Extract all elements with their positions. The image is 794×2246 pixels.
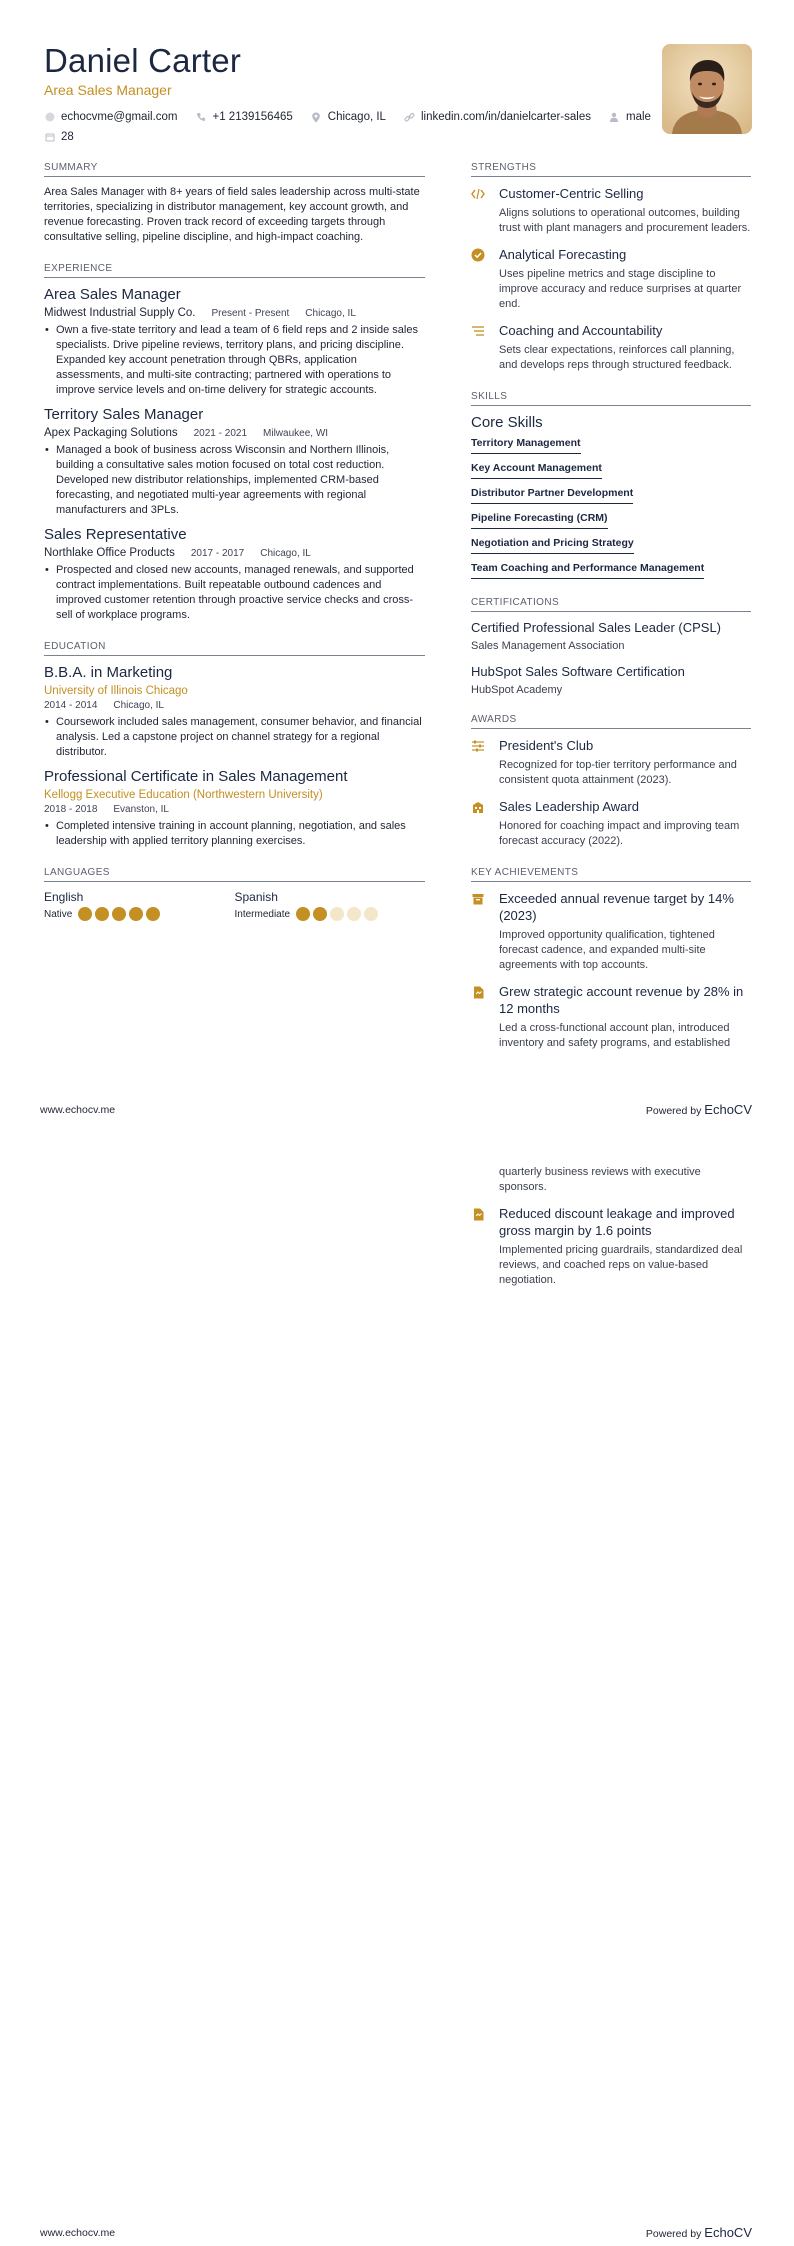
left-column: [44, 162, 425, 939]
language-item: [44, 890, 235, 921]
school-name: University of Illinois Chicago: [44, 685, 188, 697]
rating-dot-empty: [330, 907, 344, 921]
achievement-item: [471, 890, 751, 973]
job-dates: 2017 - 2017: [190, 548, 245, 559]
job-dates: 2021 - 2021: [193, 428, 248, 439]
email-icon: [44, 112, 55, 123]
candidate-title: Area Sales Manager: [44, 82, 172, 98]
rating-dot-empty: [364, 907, 378, 921]
language-level: Intermediate: [234, 908, 291, 920]
education-bullet: • Completed intensive training in account planning, negotiation, and sales leadership with applied territory planning exercises.: [44, 819, 425, 849]
certification-item: [471, 664, 751, 696]
degree-title: Professional Certificate in Sales Management: [44, 768, 348, 785]
job-title: Territory Sales Manager: [44, 406, 204, 423]
certification-name: Certified Professional Sales Leader (CPSL): [471, 620, 722, 635]
rating-dot-filled: [95, 907, 109, 921]
job-location: Chicago, IL: [305, 308, 356, 319]
section-heading: SUMMARY: [44, 162, 425, 177]
job-company: Apex Packaging Solutions: [44, 427, 178, 439]
lines-icon: [471, 324, 485, 338]
brand-logo[interactable]: EchoCV: [704, 1102, 752, 1117]
right-column-continued: [471, 1165, 751, 1298]
achievements-section: [471, 867, 751, 1051]
contact-age: [44, 131, 74, 143]
job-location: Milwaukee, WI: [263, 428, 329, 439]
achievement-title: Reduced discount leakage and improved gross margin by 1.6 points: [499, 1206, 735, 1238]
rating-dot-filled: [112, 907, 126, 921]
language-item: [235, 890, 426, 921]
rating-dot-filled: [313, 907, 327, 921]
skills-section: [471, 391, 751, 579]
section-heading: EDUCATION: [44, 641, 425, 656]
certification-item: [471, 620, 751, 652]
skill-item: Team Coaching and Performance Management: [471, 562, 704, 579]
education-location: Chicago, IL: [113, 700, 164, 711]
language-name: Spanish: [234, 890, 278, 904]
contact-linkedin[interactable]: [404, 111, 591, 123]
strength-title: Coaching and Accountability: [499, 323, 663, 338]
achievement-title: Exceeded annual revenue target by 14% (2023): [499, 891, 734, 923]
section-heading: SKILLS: [471, 391, 751, 406]
strength-item: [471, 246, 751, 312]
job-location: Chicago, IL: [260, 548, 311, 559]
location-pin-icon: [311, 112, 322, 123]
job-entry: [44, 286, 425, 398]
linkedin-text: linkedin.com/in/danielcarter-sales: [420, 111, 591, 123]
degree-title: B.B.A. in Marketing: [44, 664, 173, 681]
gender-text: male: [625, 111, 651, 123]
sliders-icon: [471, 739, 485, 753]
achievement-desc: quarterly business reviews with executive sponsors.: [499, 1166, 701, 1193]
code-icon: [471, 187, 485, 201]
experience-section: [44, 263, 425, 623]
job-bullet: • Managed a book of business across Wisconsin and Northern Illinois, building a consultative sales motion focused on total cost reduction. Developed new distributor relationships, implemented CRM-based forecasting, and negotiated multi-year agreements with regional manufacturers and 3PLs.: [44, 443, 425, 518]
award-item: [471, 798, 751, 849]
job-entry: [44, 526, 425, 623]
candidate-name: Daniel Carter: [44, 42, 242, 79]
achievement-desc: Led a cross-functional account plan, introduced inventory and safety programs, and established: [499, 1022, 731, 1049]
location-text: Chicago, IL: [327, 111, 386, 123]
section-heading: AWARDS: [471, 714, 751, 729]
awards-section: [471, 714, 751, 849]
skill-item: Key Account Management: [471, 462, 602, 479]
award-title: Sales Leadership Award: [499, 799, 639, 814]
achievement-item: [471, 983, 751, 1051]
job-title: Area Sales Manager: [44, 286, 181, 303]
powered-by-text: Powered by: [645, 1105, 702, 1117]
strength-title: Analytical Forecasting: [499, 247, 627, 262]
language-rating: [296, 907, 381, 921]
profile-photo: [662, 44, 752, 134]
spacer: [471, 1167, 485, 1181]
school-name: Kellogg Executive Education (Northwestern University): [44, 789, 323, 801]
footer-website[interactable]: www.echocv.me: [40, 1104, 116, 1116]
summary-text: Area Sales Manager with 8+ years of field sales leadership across multi-state territories, specializing in distributor management, key account growth, and revenue forecasting. Proven track record of exceeding targets through consultative selling, pipeline discipline, and high-impact coaching.: [44, 186, 420, 243]
right-column: [471, 162, 751, 1069]
language-rating: [78, 907, 163, 921]
job-company: Northlake Office Products: [44, 547, 175, 559]
footer-powered: [646, 1102, 752, 1117]
contact-phone[interactable]: [196, 111, 293, 123]
achievement-desc: Improved opportunity qualification, tightened forecast cadence, and expanded multi-site agreements with top accounts.: [499, 929, 715, 971]
award-item: [471, 737, 751, 788]
age-text: 28: [61, 131, 74, 143]
award-desc: Honored for coaching impact and improving team forecast accuracy (2022).: [499, 820, 740, 847]
strength-title: Customer-Centric Selling: [499, 186, 644, 201]
education-bullet: • Coursework included sales management, consumer behavior, and financial analysis. Led a capstone project on channel strategy for a regional distributor.: [44, 715, 425, 760]
languages-section: [44, 867, 425, 921]
achievement-item-continued: [471, 1165, 751, 1195]
certification-org: Sales Management Association: [471, 640, 625, 652]
footer-website[interactable]: www.echocv.me: [40, 2227, 116, 2239]
rating-dot-empty: [347, 907, 361, 921]
rating-dot-filled: [129, 907, 143, 921]
award-desc: Recognized for top-tier territory performance and consistent quota attainment (2023).: [499, 759, 737, 786]
phone-icon: [196, 112, 207, 123]
rating-dot-filled: [146, 907, 160, 921]
brand-logo[interactable]: EchoCV: [704, 2225, 752, 2240]
link-icon: [404, 112, 415, 123]
archive-icon: [471, 892, 485, 906]
contact-info: [44, 108, 664, 148]
strength-desc: Aligns solutions to operational outcomes, building trust with plant managers and procurement leaders.: [499, 207, 751, 234]
certifications-section: [471, 597, 751, 696]
strengths-section: [471, 162, 751, 373]
email-text: echocvme@gmail.com: [61, 111, 178, 123]
skill-item: Distributor Partner Development: [471, 487, 633, 504]
check-circle-icon: [471, 248, 485, 262]
rating-dot-filled: [296, 907, 310, 921]
building-icon: [471, 800, 485, 814]
achievement-desc: Implemented pricing guardrails, standardized deal reviews, and coached reps on value-based negotiation.: [499, 1244, 743, 1286]
footer-powered: [646, 2225, 752, 2240]
job-title: Sales Representative: [44, 526, 187, 543]
award-title: President's Club: [499, 738, 594, 753]
achievement-item: [471, 1205, 751, 1288]
education-entry: [44, 768, 425, 849]
skills-group-title: Core Skills: [471, 414, 543, 431]
job-bullet: • Prospected and closed new accounts, managed renewals, and supported contract implementations. Built repeatable outbound cadences and improved customer retention through proactive service checks and cross-sell of workplace programs.: [44, 563, 425, 623]
rating-dot-filled: [78, 907, 92, 921]
strength-desc: Uses pipeline metrics and stage discipline to improve accuracy and reduce surprises at quarter end.: [499, 268, 742, 310]
strength-item: [471, 322, 751, 373]
education-dates: 2018 - 2018: [44, 804, 98, 815]
job-company: Midwest Industrial Supply Co.: [44, 307, 196, 319]
section-heading: LANGUAGES: [44, 867, 425, 882]
calendar-icon: [44, 132, 55, 143]
skill-item: Territory Management: [471, 437, 581, 454]
document-icon: [471, 985, 485, 999]
certification-name: HubSpot Sales Software Certification: [471, 664, 685, 679]
section-heading: STRENGTHS: [471, 162, 751, 177]
powered-by-text: Powered by: [645, 2228, 702, 2240]
language-level: Native: [44, 908, 73, 920]
contact-email[interactable]: [44, 111, 178, 123]
achievement-title: Grew strategic account revenue by 28% in 12 months: [499, 984, 744, 1016]
section-heading: CERTIFICATIONS: [471, 597, 751, 612]
summary-section: [44, 162, 425, 245]
job-entry: [44, 406, 425, 518]
strength-desc: Sets clear expectations, reinforces call planning, and develops reps through structured feedback.: [499, 344, 735, 371]
phone-text: +1 2139156465: [212, 111, 293, 123]
document-icon: [471, 1207, 485, 1221]
skill-item: Pipeline Forecasting (CRM): [471, 512, 608, 529]
skill-item: Negotiation and Pricing Strategy: [471, 537, 634, 554]
education-section: [44, 641, 425, 849]
contact-location: [311, 111, 386, 123]
contact-gender: [609, 111, 651, 123]
certification-org: HubSpot Academy: [471, 684, 563, 696]
education-dates: 2014 - 2014: [44, 700, 98, 711]
job-dates: Present - Present: [211, 308, 290, 319]
section-heading: KEY ACHIEVEMENTS: [471, 867, 751, 882]
person-icon: [609, 112, 620, 123]
education-entry: [44, 664, 425, 760]
section-heading: EXPERIENCE: [44, 263, 425, 278]
language-name: English: [44, 890, 84, 904]
education-location: Evanston, IL: [113, 804, 169, 815]
resume-page-2: [0, 1123, 794, 2246]
strength-item: [471, 185, 751, 236]
job-bullet: • Own a five-state territory and lead a team of 6 field reps and 2 inside sales specialists. Drive pipeline reviews, territory plans, and pricing discipline. Expanded key account penetration through QBRs, application assessments, and multi-site contracting; partnered with operations to improve service levels and on-time delivery for strategic accounts.: [44, 323, 425, 398]
